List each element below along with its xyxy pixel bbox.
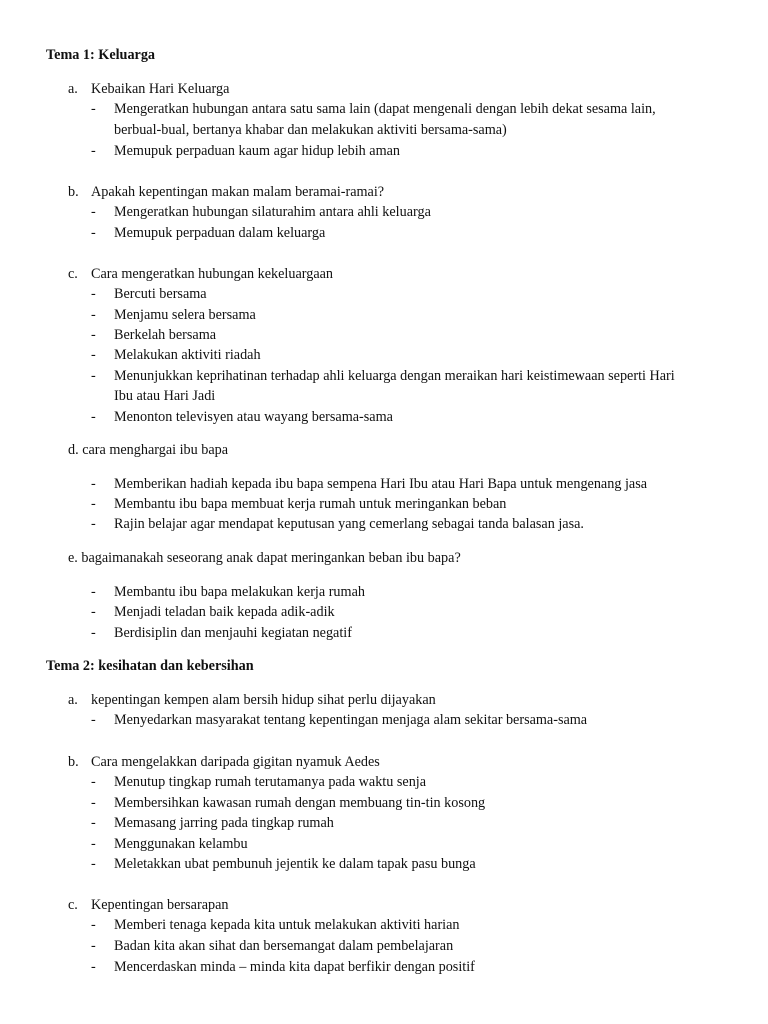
bullet-text: Menunjukkan keprihatinan terhadap ahli keluarga dengan meraikan hari keistimewaan seperti Hari xyxy=(114,368,675,384)
bullet-text: Melakukan aktiviti riadah xyxy=(114,347,261,363)
bullet-text: Memupuk perpaduan kaum agar hidup lebih aman xyxy=(114,143,401,159)
bullet-dash: - xyxy=(91,815,96,831)
question-label: b. xyxy=(68,184,79,200)
bullet-dash: - xyxy=(91,917,96,933)
bullet-text: Mencerdaskan minda – minda kita dapat berfikir dengan positif xyxy=(114,959,475,975)
bullet-text: Menggunakan kelambu xyxy=(114,836,248,852)
bullet-text: Memberikan hadiah kepada ibu bapa sempena Hari Ibu atau Hari Bapa untuk mengenang jasa xyxy=(114,476,648,492)
bullet-text: Membantu ibu bapa membuat kerja rumah untuk meringankan beban xyxy=(114,496,507,512)
bullet-dash: - xyxy=(91,604,96,620)
bullet-text: Membantu ibu bapa melakukan kerja rumah xyxy=(114,584,365,600)
bullet-dash: - xyxy=(91,516,96,532)
bullet-text: Memberi tenaga kepada kita untuk melakukan aktiviti harian xyxy=(114,917,460,933)
bullet-dash: - xyxy=(91,286,96,302)
question-label: c. xyxy=(68,897,78,913)
question-label: a. xyxy=(68,81,78,97)
bullet-dash: - xyxy=(91,959,96,975)
bullet-text-continuation: Ibu atau Hari Jadi xyxy=(114,388,216,404)
bullet-text: Berdisiplin dan menjauhi kegiatan negatif xyxy=(114,625,352,641)
bullet-text: Meletakkan ubat pembunuh jejentik ke dalam tapak pasu bunga xyxy=(114,856,476,872)
bullet-text: Badan kita akan sihat dan bersemangat dalam pembelajaran xyxy=(114,938,454,954)
question-label: c. xyxy=(68,266,78,282)
bullet-dash: - xyxy=(91,307,96,323)
bullet-dash: - xyxy=(91,204,96,220)
bullet-text: Rajin belajar agar mendapat keputusan yang cemerlang sebagai tanda balasan jasa. xyxy=(114,516,584,532)
question-label: a. xyxy=(68,692,78,708)
bullet-dash: - xyxy=(91,856,96,872)
bullet-text: Menyedarkan masyarakat tentang kepentingan menjaga alam sekitar bersama-sama xyxy=(114,712,588,728)
bullet-text: Memasang jarring pada tingkap rumah xyxy=(114,815,334,831)
bullet-dash: - xyxy=(91,327,96,343)
bullet-text: Menonton televisyen atau wayang bersama-sama xyxy=(114,409,393,425)
bullet-text: Berkelah bersama xyxy=(114,327,217,343)
bullet-text: Menjamu selera bersama xyxy=(114,307,256,323)
bullet-dash: - xyxy=(91,836,96,852)
bullet-text: Bercuti bersama xyxy=(114,286,207,302)
section-title: Tema 2: kesihatan dan kebersihan xyxy=(46,658,254,674)
question-text: Apakah kepentingan makan malam beramai-ramai? xyxy=(91,184,385,200)
bullet-dash: - xyxy=(91,938,96,954)
bullet-dash: - xyxy=(91,143,96,159)
question-text: Cara mengelakkan daripada gigitan nyamuk Aedes xyxy=(91,754,380,770)
bullet-text-continuation: berbual-bual, bertanya khabar dan melakukan aktiviti bersama-sama) xyxy=(114,122,507,138)
bullet-dash: - xyxy=(91,712,96,728)
bullet-dash: - xyxy=(91,101,96,117)
bullet-text: Memupuk perpaduan dalam keluarga xyxy=(114,225,326,241)
bullet-text: Mengeratkan hubungan silaturahim antara ahli keluarga xyxy=(114,204,431,220)
bullet-dash: - xyxy=(91,584,96,600)
question-text: d. cara menghargai ibu bapa xyxy=(68,442,229,458)
question-text: kepentingan kempen alam bersih hidup sihat perlu dijayakan xyxy=(91,692,436,708)
bullet-dash: - xyxy=(91,496,96,512)
bullet-text: Mengeratkan hubungan antara satu sama lain (dapat mengenali dengan lebih dekat sesama lain, xyxy=(114,101,656,117)
question-text: Kebaikan Hari Keluarga xyxy=(91,81,230,97)
question-text: Kepentingan bersarapan xyxy=(91,897,229,913)
section-title: Tema 1: Keluarga xyxy=(46,47,156,63)
question-text: e. bagaimanakah seseorang anak dapat meringankan beban ibu bapa? xyxy=(68,550,461,566)
question-text: Cara mengeratkan hubungan kekeluargaan xyxy=(91,266,334,282)
bullet-text: Menjadi teladan baik kepada adik-adik xyxy=(114,604,335,620)
question-label: b. xyxy=(68,754,79,770)
bullet-dash: - xyxy=(91,225,96,241)
bullet-dash: - xyxy=(91,625,96,641)
bullet-dash: - xyxy=(91,476,96,492)
bullet-dash: - xyxy=(91,774,96,790)
bullet-dash: - xyxy=(91,795,96,811)
bullet-dash: - xyxy=(91,409,96,425)
bullet-dash: - xyxy=(91,368,96,384)
bullet-text: Membersihkan kawasan rumah dengan membuang tin-tin kosong xyxy=(114,795,486,811)
bullet-text: Menutup tingkap rumah terutamanya pada waktu senja xyxy=(114,774,427,790)
bullet-dash: - xyxy=(91,347,96,363)
